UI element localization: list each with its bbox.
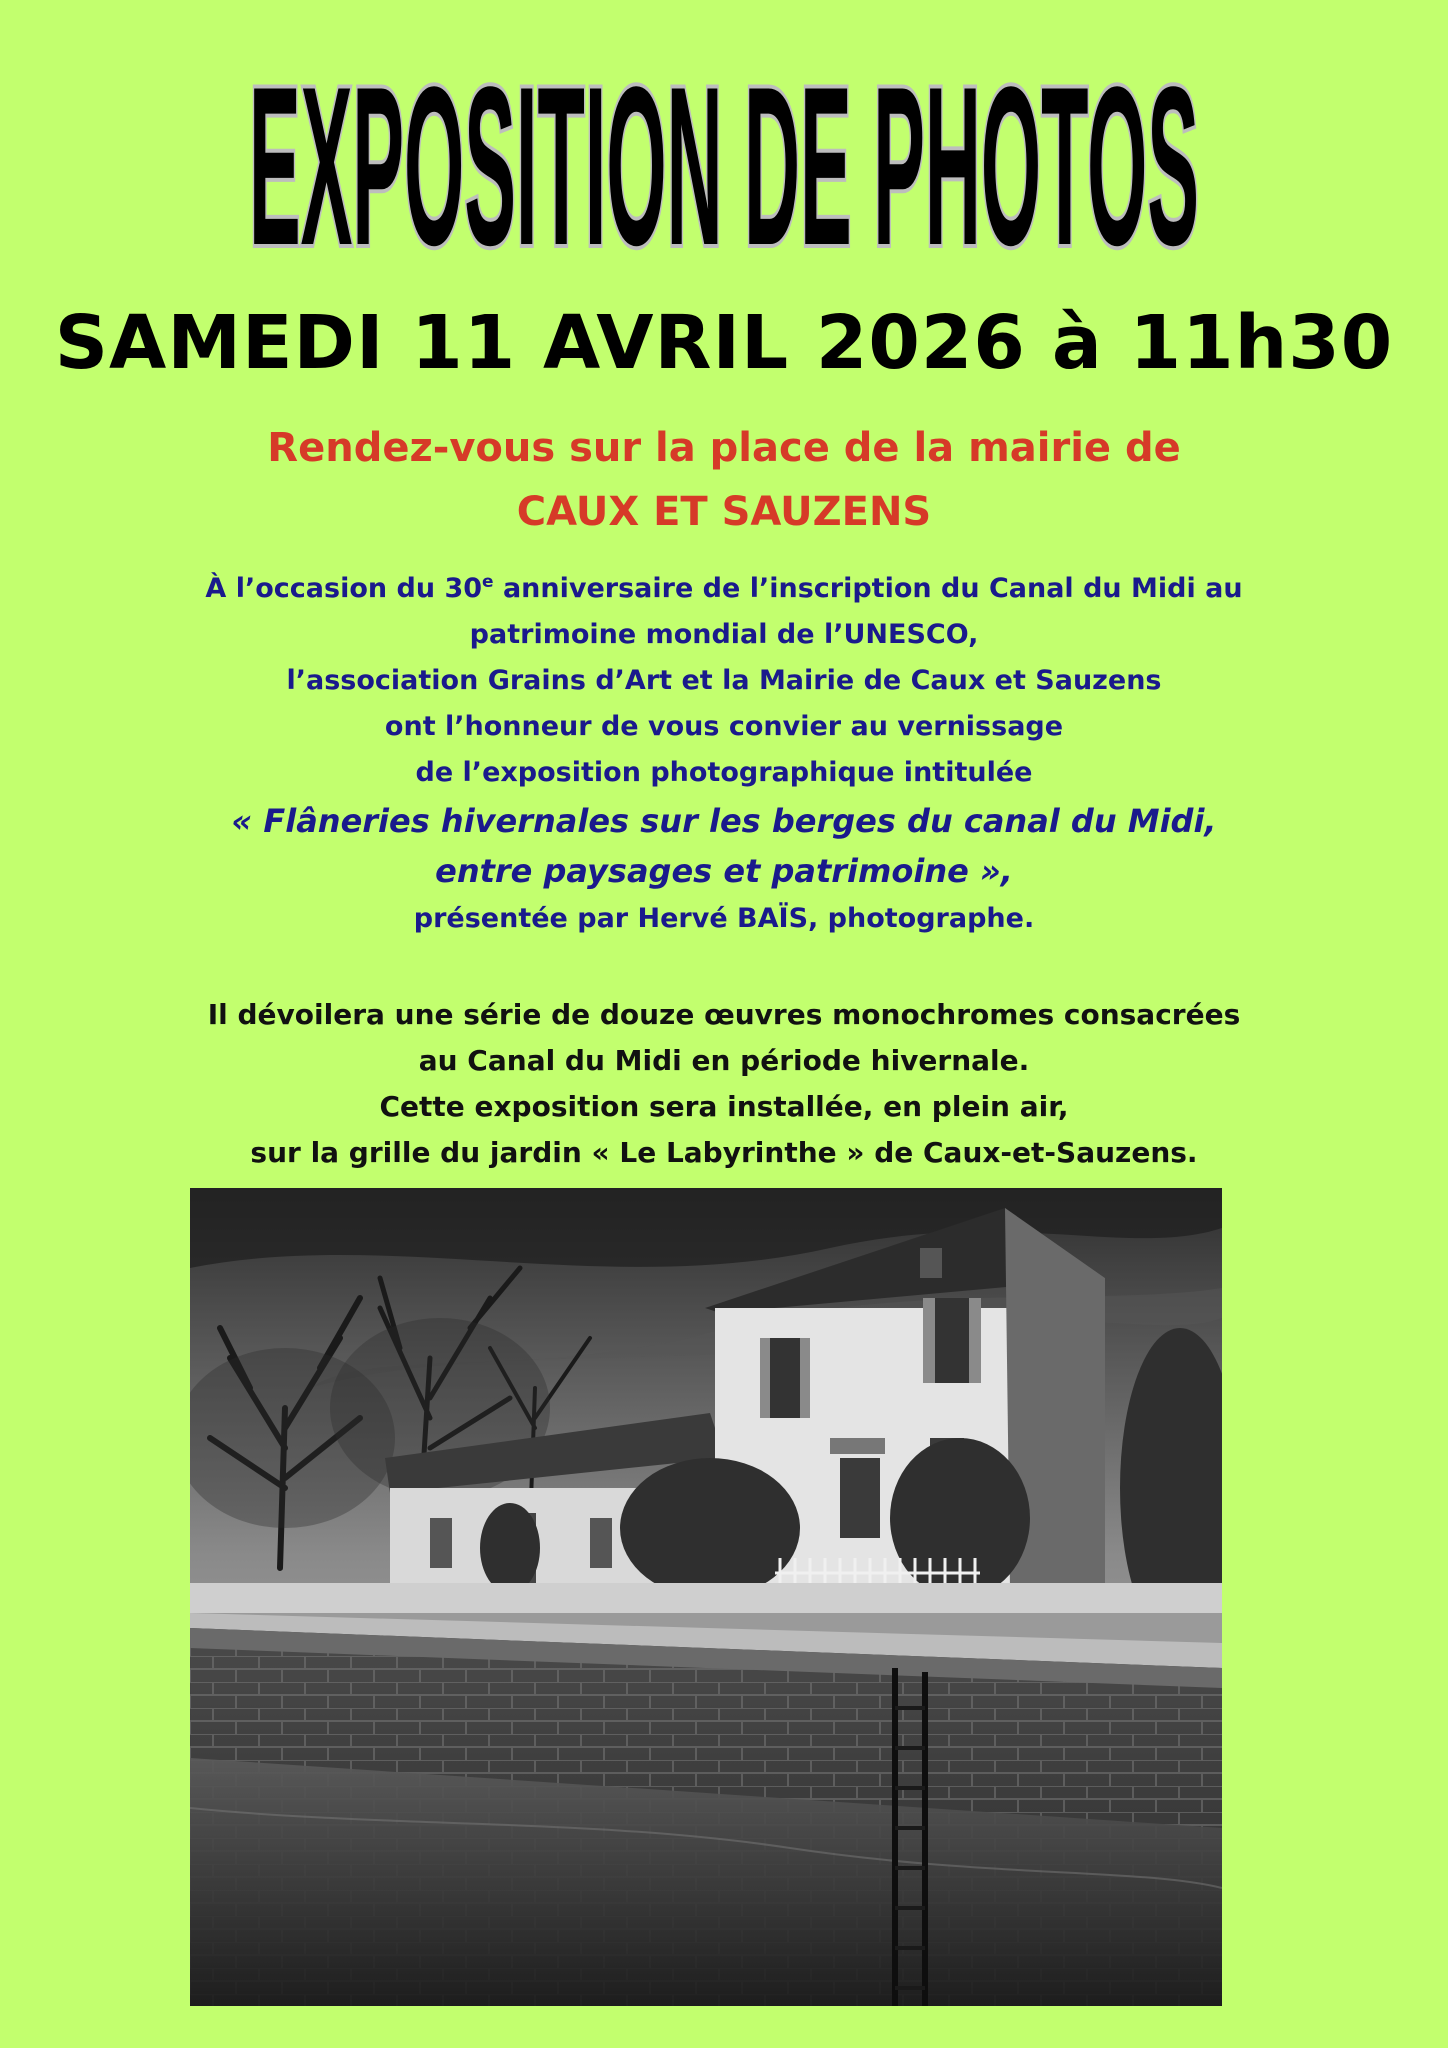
event-date: [0, 300, 1448, 386]
rendezvous-line-1: Rendez-vous sur la place de la mairie de: [267, 425, 1181, 471]
description-text: [0, 992, 1448, 1176]
invitation-line-4: ont l’honneur de vous convier au vernissage: [384, 711, 1064, 742]
rendezvous-location: CAUX ET SAUZENS: [516, 489, 932, 535]
description-line-4: sur la grille du jardin « Le Labyrinthe » de Caux-et-Sauzens.: [250, 1136, 1198, 1169]
canal-lock-house-photo: [190, 1188, 1222, 2006]
rendezvous: [0, 416, 1448, 544]
invitation-text: [0, 566, 1448, 942]
title-text: EXPOSITION DE PHOTOS: [249, 48, 1199, 288]
poster-title: [0, 48, 1448, 288]
exhibition-title-line-2: entre paysages et patrimoine »,: [435, 852, 1013, 890]
description-line-1: Il dévoilera une série de douze œuvres monochromes consacrées: [207, 998, 1241, 1031]
invitation-line-5: de l’exposition photographique intitulée: [415, 757, 1033, 788]
invitation-line-3: l’association Grains d’Art et la Mairie de Caux et Sauzens: [286, 665, 1162, 696]
photographer-credit: présentée par Hervé BAÏS, photographe.: [413, 903, 1035, 934]
description-line-3: Cette exposition sera installée, en plein air,: [379, 1090, 1069, 1123]
event-time: à 11h30: [1051, 300, 1394, 386]
event-day: SAMEDI 11 AVRIL 2026: [54, 300, 1026, 386]
invitation-line-1: À l’occasion du 30e anniversaire de l’inscription du Canal du Midi au: [205, 572, 1243, 604]
invitation-line-2: patrimoine mondial de l’UNESCO,: [469, 619, 979, 650]
description-line-2: au Canal du Midi en période hivernale.: [418, 1044, 1030, 1077]
exhibition-title-line-1: « Flâneries hivernales sur les berges du canal du Midi,: [231, 802, 1217, 840]
